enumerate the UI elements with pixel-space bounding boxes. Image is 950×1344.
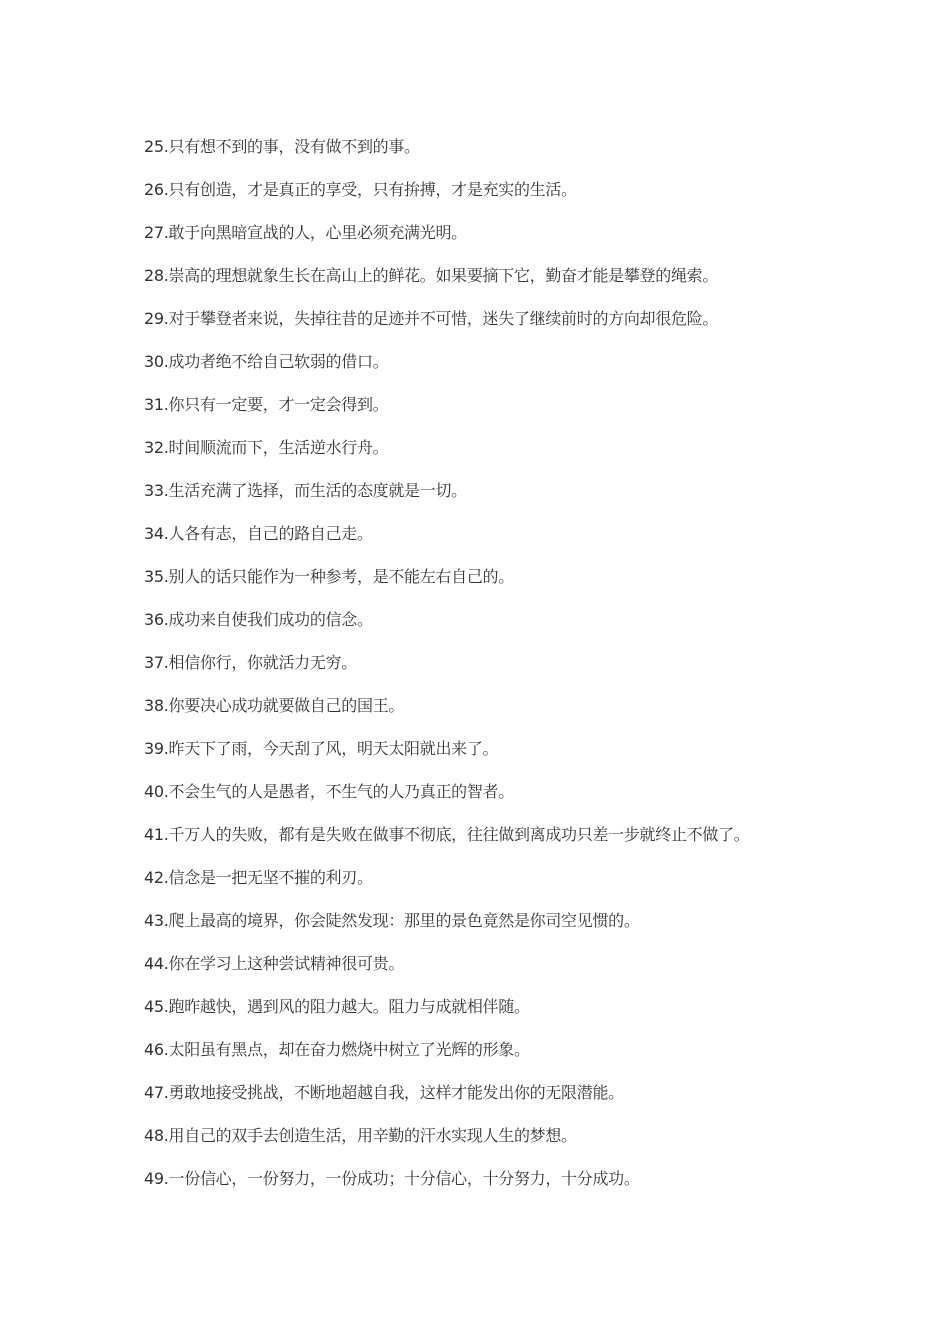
quote-line-39: 39.昨天下了雨，今天刮了风，明天太阳就出来了。	[144, 739, 499, 758]
quote-line-44: 44.你在学习上这种尝试精神很可贵。	[144, 954, 405, 973]
quote-line-47: 47.勇敢地接受挑战，不断地超越自我，这样才能发出你的无限潜能。	[144, 1083, 624, 1102]
quote-line-27: 27.敢于向黑暗宣战的人，心里必须充满光明。	[144, 223, 467, 242]
quote-line-48: 48.用自己的双手去创造生活，用辛勤的汗水实现人生的梦想。	[144, 1126, 577, 1145]
quote-line-32: 32.时间顺流而下，生活逆水行舟。	[144, 438, 389, 457]
quote-line-42: 42.信念是一把无坚不摧的利刃。	[144, 868, 373, 887]
quote-line-38: 38.你要决心成功就要做自己的国王。	[144, 696, 405, 715]
quote-line-26: 26.只有创造，才是真正的享受，只有拚搏，才是充实的生活。	[144, 180, 577, 199]
quote-line-29: 29.对于攀登者来说，失掉往昔的足迹并不可惜，迷失了继续前时的方向却很危险。	[144, 309, 719, 328]
quote-line-49: 49.一份信心，一份努力，一份成功；十分信心，十分努力，十分成功。	[144, 1169, 640, 1188]
quote-line-36: 36.成功来自使我们成功的信念。	[144, 610, 373, 629]
quote-line-33: 33.生活充满了选择，而生活的态度就是一切。	[144, 481, 467, 500]
quote-line-34: 34.人各有志，自己的路自己走。	[144, 524, 373, 543]
quote-line-45: 45.跑昨越快，遇到风的阻力越大。阻力与成就相伴随。	[144, 997, 530, 1016]
quote-line-28: 28.崇高的理想就象生长在高山上的鲜花。如果要摘下它，勤奋才能是攀登的绳索。	[144, 266, 719, 285]
quote-line-41: 41.千万人的失败，都有是失败在做事不彻底，往往做到离成功只差一步就终止不做了。	[144, 825, 750, 844]
quote-line-37: 37.相信你行，你就活力无穷。	[144, 653, 357, 672]
quote-line-40: 40.不会生气的人是愚者，不生气的人乃真正的智者。	[144, 782, 514, 801]
quote-list	[144, 136, 749, 1211]
quote-line-43: 43.爬上最高的境界，你会陡然发现：那里的景色竟然是你司空见惯的。	[144, 911, 640, 930]
quote-line-35: 35.别人的话只能作为一种参考，是不能左右自己的。	[144, 567, 514, 586]
quote-line-25: 25.只有想不到的事，没有做不到的事。	[144, 137, 420, 156]
quote-line-46: 46.太阳虽有黑点，却在奋力燃烧中树立了光辉的形象。	[144, 1040, 530, 1059]
quote-line-31: 31.你只有一定要，才一定会得到。	[144, 395, 389, 414]
quote-line-30: 30.成功者绝不给自己软弱的借口。	[144, 352, 389, 371]
